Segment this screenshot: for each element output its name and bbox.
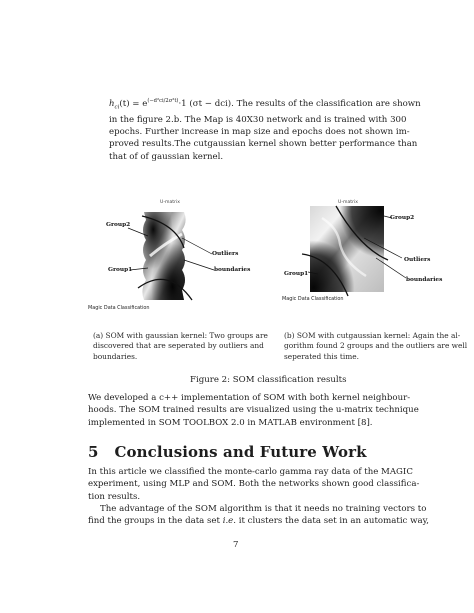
figure-a-boundaries-label: boundaries [214, 267, 251, 273]
figure-b-group1-label: Group1 [284, 271, 309, 277]
body-paragraph [88, 392, 438, 429]
intro-line1-rest: . The results of the classification are shown [231, 98, 421, 109]
figure-a-arrow-outliers [182, 238, 212, 254]
conclusion-line5-b: it clusters the data set in an automatic way, [236, 516, 430, 527]
figure-a [88, 196, 260, 316]
formula-exponent: (−d²ci/2σ²t) [147, 98, 179, 104]
section-number: 5 [88, 443, 99, 461]
body-line1: We developed a c++ implementation of SOM with both kernel neighbour- [88, 393, 411, 403]
formula-rhs: (t) = e [119, 98, 148, 109]
page-number: 7 [233, 540, 239, 550]
body-line2: hoods. The SOM trained results are visualized using the u-matrix technique [88, 405, 419, 416]
conclusion-line5-ie: i.e. [222, 516, 237, 527]
figure-b-boundaries-label: boundaries [406, 277, 443, 283]
figure-a-arrow-boundaries [184, 260, 214, 270]
figure-a-group1-label: Group1 [108, 267, 133, 273]
figure-b-umatrix-image [280, 196, 450, 311]
figure-a-group2-label: Group2 [106, 222, 131, 228]
conclusion-paragraph [88, 466, 438, 527]
figure-a-outliers-label: Outliers [212, 251, 239, 257]
figure-b-outliers-label: Outliers [404, 257, 431, 263]
formula-line [109, 95, 421, 114]
figure-b-caption-line3: seperated this time. [284, 351, 359, 361]
formula-lhs: h [109, 98, 115, 109]
figure-b [280, 196, 450, 311]
figure-b-group2-label: Group2 [390, 215, 415, 221]
figure-b-caption-line1: (b) SOM with cutgaussian kernel: Again the al- [284, 331, 461, 340]
intro-paragraph [109, 95, 421, 163]
section-heading [88, 443, 367, 461]
figure-b-title: U-matrix [338, 200, 358, 205]
formula-sub: ci [114, 104, 120, 111]
conclusion-line4: The advantage of the SOM algorithm is that it needs no training vectors to [100, 503, 427, 514]
figure-a-caption-line1: (a) SOM with gaussian kernel: Two groups are [93, 331, 268, 340]
intro-line2: in the figure 2.b. The Map is 40X30 network and is trained with 300 [109, 114, 407, 125]
intro-line4: proved results.The cutgaussian kernel shown better performance than [109, 139, 418, 150]
conclusion-line2: experiment, using MLP and SOM. Both the networks shown good classifica- [88, 479, 420, 490]
formula-tail: ·1 (σt − dci) [178, 98, 232, 109]
section-title: Conclusions and Future Work [114, 443, 367, 461]
figure-caption: Figure 2: SOM classification results [190, 375, 347, 385]
figure-a-caption-line3: boundaries. [93, 351, 138, 361]
conclusion-line1: In this article we classified the monte-carlo gamma ray data of the MAGIC [88, 467, 413, 477]
figure-a-title: U-matrix [160, 200, 180, 205]
figure-b-dark-region-bottom [310, 206, 384, 292]
body-line3: implemented in SOM TOOLBOX 2.0 in MATLAB environment [8]. [88, 417, 373, 428]
figure-b-footer: Magic Data Classification [282, 296, 344, 302]
conclusion-line5 [88, 515, 438, 527]
conclusion-line5-a: find the groups in the data set [88, 516, 223, 527]
figure-b-caption-line2: gorithm found 2 groups and the outliers are well [284, 341, 468, 351]
intro-line3: epochs. Further increase in map size and epochs does not shown im- [109, 127, 410, 138]
figure-a-footer: Magic Data Classification [88, 305, 150, 311]
figure-a-caption-line2: discovered that are seperated by outliers and [93, 341, 264, 351]
figure-a-caption [93, 331, 268, 362]
intro-line5: that of of gaussian kernel. [109, 151, 224, 162]
figure-b-caption [284, 331, 468, 362]
conclusion-line3: tion results. [88, 491, 141, 502]
